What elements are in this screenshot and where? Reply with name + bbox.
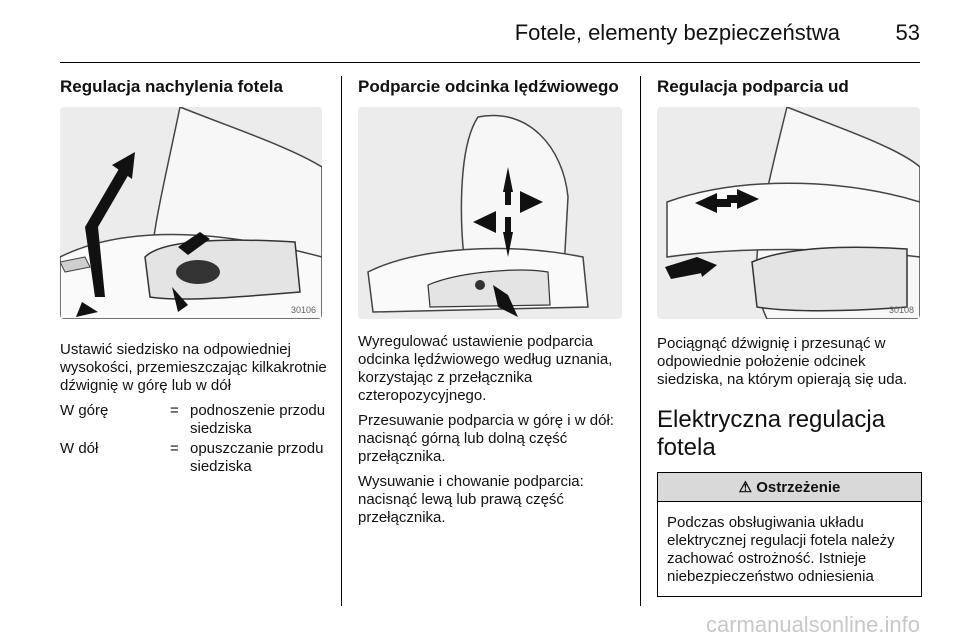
seat-tilt-drawing [60,107,322,319]
page-title: Fotele, elementy bezpieczeństwa [514,20,840,45]
warning-box [657,472,922,597]
definition-term: W górę [60,402,109,419]
instruction-text: Ustawić siedzisko na odpowiedniej wysokości, przemieszczając kilkakrotnie dźwignię w górę lub w dół [60,341,327,394]
section-heading: Regulacja nachylenia fotela [60,77,283,96]
definition-equals: = [170,440,179,457]
warning-triangle-icon: ⚠ [738,479,753,496]
warning-header [658,473,921,502]
warning-title: Ostrzeżenie [756,479,841,496]
figure-code: 30108 [888,305,914,315]
section-heading: Regulacja podparcia ud [657,77,849,96]
lumbar-support-illustration [358,107,622,319]
definition-term: W dół [60,440,99,457]
instruction-text: Pociągnąć dźwignię i przesunąć w odpowiednie położenie odcinek siedziska, na którym opierają się uda. [657,335,908,388]
figure-code: 30106 [290,305,316,315]
thigh-support-illustration [657,107,920,319]
seat-tilt-illustration [60,107,322,319]
page-header [60,18,920,63]
thigh-support-drawing [657,107,920,319]
definition-equals: = [170,402,179,419]
watermark: carmanualsonline.info [705,612,920,637]
section-heading: Podparcie odcinka lędźwiowego [358,77,619,96]
page-number: 53 [895,20,920,45]
warning-text: Podczas obsługiwania układu elektrycznej regulacji fotela należy zachować ostrożność. Istnieje niebezpieczeństwo odniesienia [667,514,895,585]
warning-body [658,502,921,596]
definition-desc: podnoszenie przodu siedziska [190,402,326,437]
instruction-text: Przesuwanie podparcia w górę i w dół: nacisnąć górną lub dolną część przełącznika. [358,412,614,465]
lumbar-support-drawing [358,107,622,319]
column-divider [341,76,342,606]
column-divider [640,76,641,606]
instruction-text: Wysuwanie i chowanie podparcia: nacisnąć lewą lub prawą część przełącznika. [358,473,584,526]
definition-desc: opuszczanie przodu siedziska [190,440,324,475]
definition-list [60,402,328,476]
lumbar-support-section [358,76,626,534]
thigh-support-section [657,76,922,597]
section-heading-large: Elektryczna regulacja fotela [657,406,886,461]
seat-tilt-section [60,76,328,478]
definition-row [60,402,328,438]
definition-row [60,440,328,476]
instruction-text: Wyregulować ustawienie podparcia odcinka lędźwiowego według uznania, korzystając z przełącznika czteropozycyjnego. [358,333,613,404]
